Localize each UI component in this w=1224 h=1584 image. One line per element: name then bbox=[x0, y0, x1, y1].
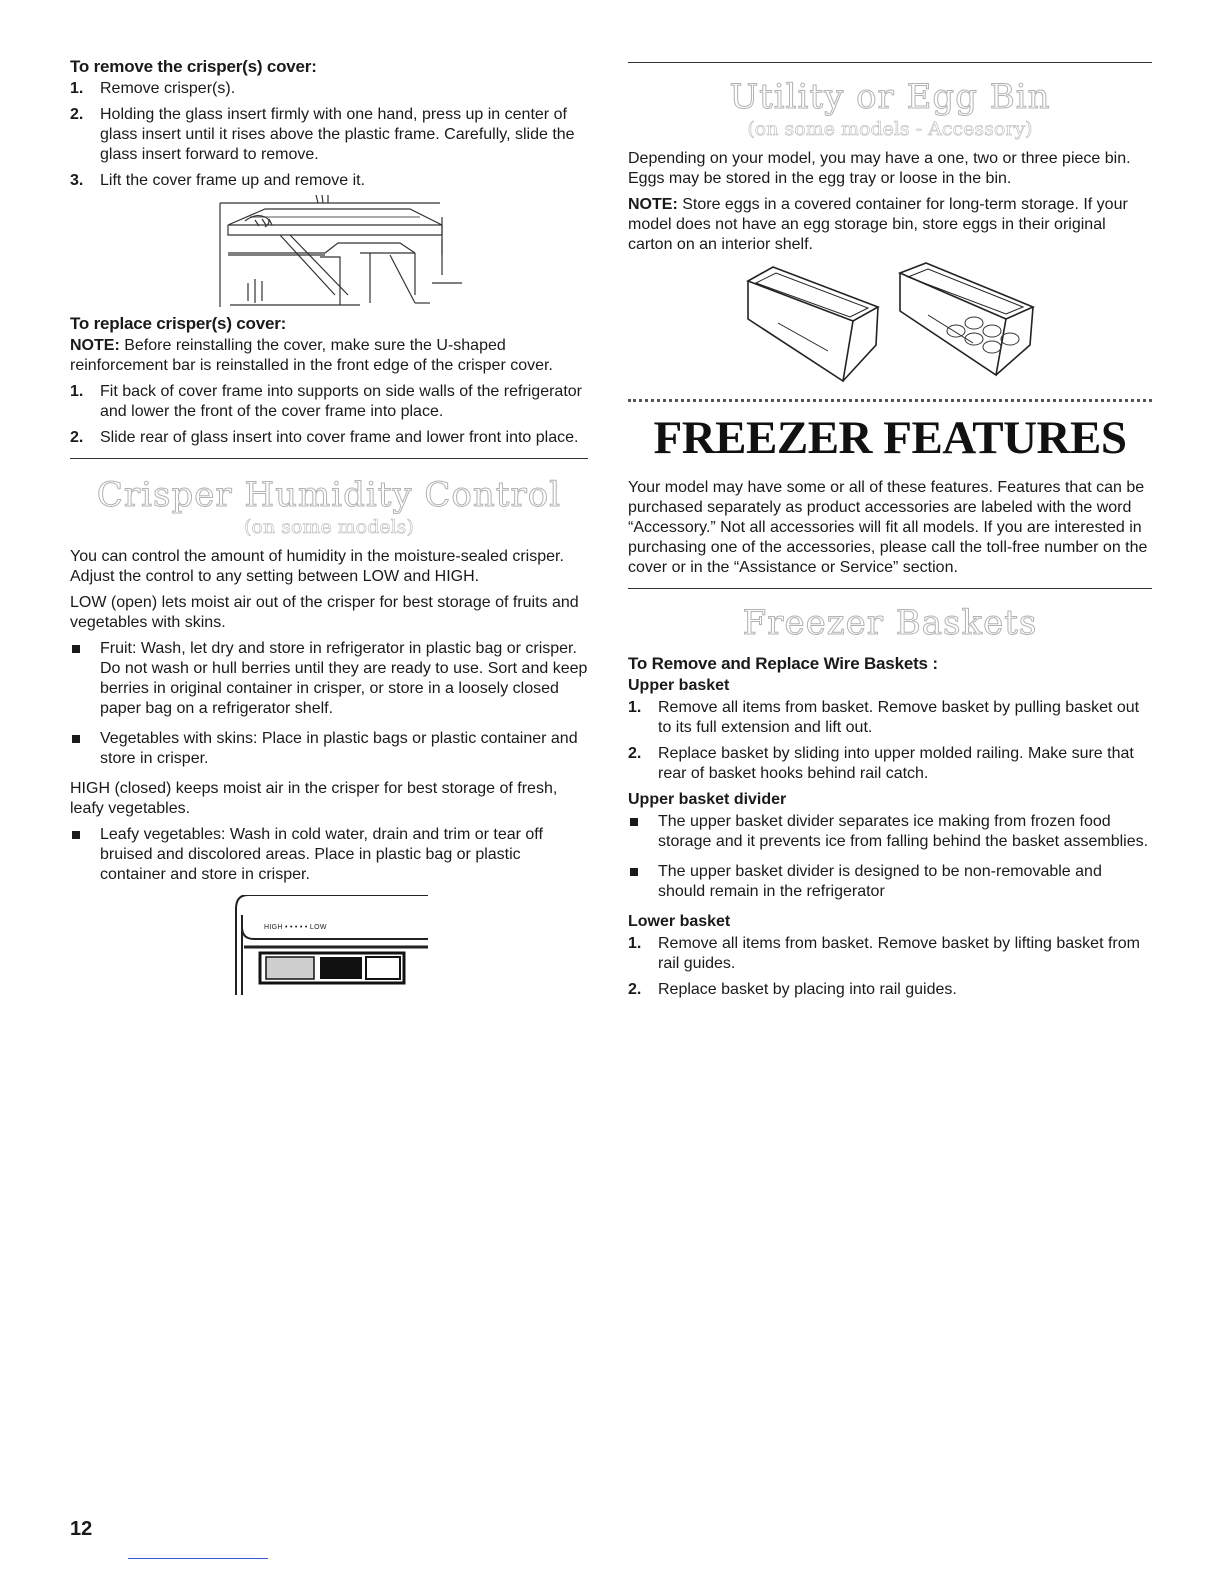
replace-steps-list bbox=[70, 382, 588, 448]
list-item: 1. Remove crisper(s). bbox=[70, 80, 236, 97]
low-description: LOW (open) lets moist air out of the crisper for best storage of fruits and vegetables with skins. bbox=[70, 594, 579, 631]
list-item: 2. Replace basket by placing into rail guides. bbox=[628, 981, 957, 998]
list-item: 2. Slide rear of glass insert into cover frame and lower front into place. bbox=[70, 429, 579, 446]
list-item: 1. Remove all items from basket. Remove basket by pulling basket out to its full extension and lift out. bbox=[628, 699, 1140, 736]
low-bullets bbox=[70, 639, 588, 769]
crisper-cover-illustration bbox=[70, 195, 588, 307]
list-item: Fruit: Wash, let dry and store in refrigerator in plastic bag or crisper. Do not wash or hull berries until they are ready to use. Sort and keep berries in original container in crisper, or store in a loosely closed paper bag on a refrigerator shelf. bbox=[70, 639, 588, 719]
divider-bullets bbox=[628, 812, 1152, 902]
egg-bin-illustration bbox=[628, 261, 1152, 389]
replace-cover-heading: To replace crisper(s) cover: bbox=[70, 314, 287, 333]
egg-bin-section-subtitle: (on some models - Accessory) bbox=[747, 118, 1033, 140]
list-item: 1. Remove all items from basket. Remove basket by lifting basket from rail guides. bbox=[628, 935, 1140, 972]
humidity-intro: You can control the amount of humidity in the moisture-sealed crisper. Adjust the control to any setting between LOW and HIGH. bbox=[70, 548, 564, 585]
upper-basket-divider-heading: Upper basket divider bbox=[628, 791, 787, 808]
freezer-features-title: FREEZER FEATURES bbox=[653, 412, 1127, 464]
upper-basket-steps bbox=[628, 698, 1152, 784]
humidity-control-illustration bbox=[70, 895, 588, 995]
replace-note: NOTE: Before reinstalling the cover, make sure the U-shaped reinforcement bar is reinstalled in the front edge of the crisper cover. bbox=[70, 337, 553, 374]
footer-line bbox=[128, 1558, 268, 1559]
section-divider bbox=[628, 588, 1152, 589]
lower-basket-steps bbox=[628, 934, 1152, 1000]
list-item: The upper basket divider separates ice making from frozen food storage and it prevents ice from falling behind the basket assemblies. bbox=[628, 812, 1152, 852]
list-item: 1. Fit back of cover frame into supports on side walls of the refrigerator and lower the front of the cover frame into place. bbox=[70, 383, 582, 420]
freezer-baskets-title: Freezer Baskets bbox=[742, 603, 1038, 643]
remove-cover-heading: To remove the crisper(s) cover: bbox=[70, 57, 317, 76]
list-item: Vegetables with skins: Place in plastic bags or plastic container and store in crisper. bbox=[70, 729, 588, 769]
high-description: HIGH (closed) keeps moist air in the crisper for best storage of fresh, leafy vegetables. bbox=[70, 780, 558, 817]
list-item: 3. Lift the cover frame up and remove it. bbox=[70, 172, 366, 189]
egg-bin-note: NOTE: Store eggs in a covered container for long-term storage. If your model does not have an egg storage bin, store eggs in their original carton on an interior shelf. bbox=[628, 196, 1128, 253]
list-item: 2. Holding the glass insert firmly with one hand, press up in center of glass insert until it rises above the plastic frame. Carefully, slide the glass insert forward to remove. bbox=[70, 106, 575, 163]
section-divider bbox=[70, 458, 588, 459]
remove-steps-list bbox=[70, 79, 588, 191]
humidity-control-label: HIGH • • • • • LOW bbox=[264, 924, 327, 931]
lower-basket-heading: Lower basket bbox=[628, 913, 731, 930]
section-divider-dotted bbox=[628, 399, 1152, 402]
list-item: The upper basket divider is designed to be non-removable and should remain in the refrigerator bbox=[628, 862, 1152, 902]
egg-bin-section-title: Utility or Egg Bin bbox=[729, 77, 1051, 117]
wire-baskets-heading: To Remove and Replace Wire Baskets : bbox=[628, 654, 938, 673]
humidity-section-subtitle: (on some models) bbox=[244, 516, 414, 538]
egg-bin-text: Depending on your model, you may have a one, two or three piece bin. Eggs may be stored in the egg tray or loose in the bin. bbox=[628, 150, 1131, 187]
page-number: 12 bbox=[70, 1518, 93, 1540]
freezer-intro: Your model may have some or all of these features. Features that can be purchased separately as product accessories are labeled with the word “Accessory.” Not all accessories will fit all models. If you are interested in purchasing one of the accessories, please call the toll-free number on the cover or in the “Assistance or Service” section. bbox=[628, 479, 1148, 576]
section-divider bbox=[628, 62, 1152, 63]
list-item: 2. Replace basket by sliding into upper molded railing. Make sure that rear of basket hooks behind rail catch. bbox=[628, 745, 1134, 782]
humidity-section-title: Crisper Humidity Control bbox=[96, 475, 562, 515]
upper-basket-heading: Upper basket bbox=[628, 677, 730, 694]
high-bullets bbox=[70, 825, 588, 885]
left-column bbox=[70, 56, 588, 995]
list-item: Leafy vegetables: Wash in cold water, drain and trim or tear off bruised and discolored areas. Place in plastic bag or plastic container and store in crisper. bbox=[70, 825, 588, 885]
right-column bbox=[628, 56, 1152, 1006]
